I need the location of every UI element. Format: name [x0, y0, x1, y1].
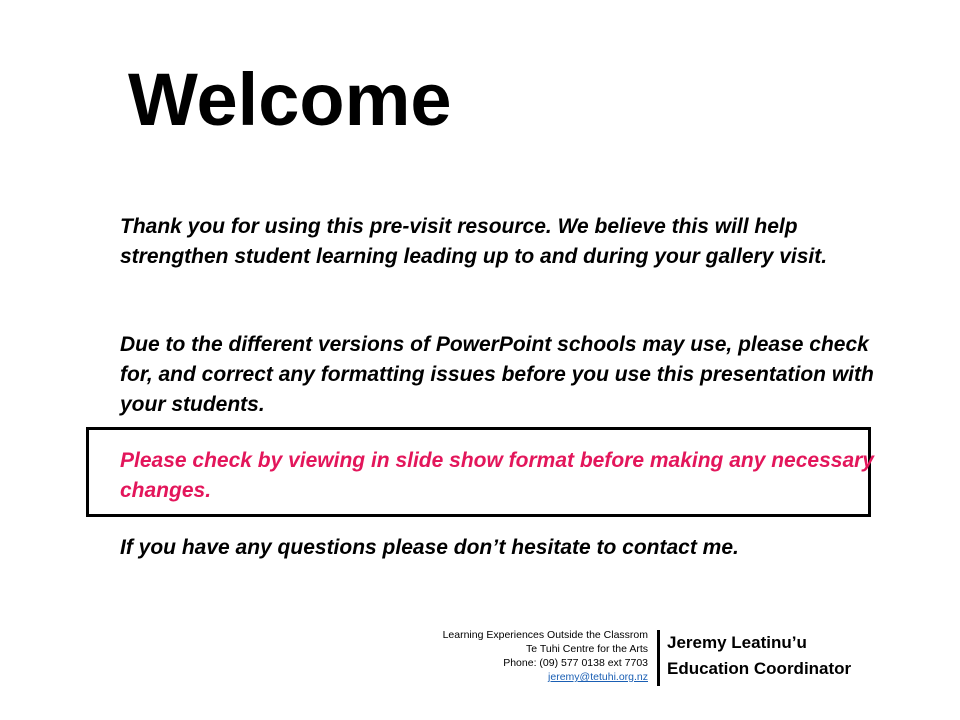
- contact-paragraph: If you have any questions please don’t hesitate to contact me.: [120, 536, 739, 559]
- footer-divider: [657, 630, 660, 686]
- formatting-notice-paragraph: Due to the different versions of PowerPoint schools may use, please check for, and correct any formatting issues before you use this presentation with your students.: [120, 333, 874, 416]
- footer-organisation: Te Tuhi Centre for the Arts: [526, 643, 648, 655]
- contact-role: Education Coordinator: [667, 659, 852, 678]
- contact-name: Jeremy Leatinu’u: [667, 633, 807, 652]
- footer-phone: Phone: (09) 577 0138 ext 7703: [503, 657, 648, 669]
- footer-program: Learning Experiences Outside the Classrom: [442, 629, 648, 641]
- footer-contact-details: [380, 628, 648, 684]
- footer-email-link[interactable]: jeremy@tetuhi.org.nz: [548, 671, 648, 683]
- slideshow-check-paragraph: Please check by viewing in slide show format before making any necessary changes.: [120, 449, 874, 502]
- slide-title: Welcome: [128, 58, 452, 141]
- footer-signature: [667, 630, 851, 682]
- intro-paragraph: Thank you for using this pre-visit resource. We believe this will help strengthen student learning leading up to and during your gallery visit.: [120, 215, 828, 268]
